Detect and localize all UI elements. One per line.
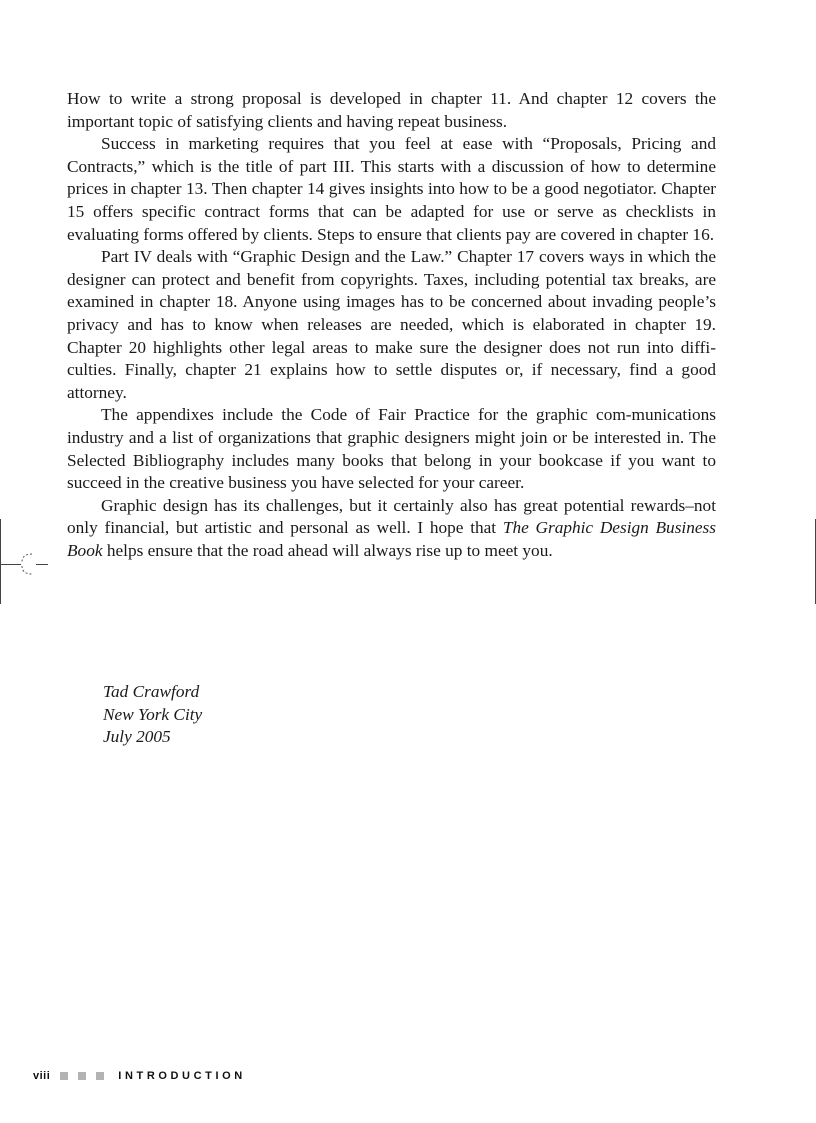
paragraph-1	[67, 88, 716, 133]
footer-square-icon	[60, 1072, 68, 1080]
paragraph-1-text: How to write a strong proposal is developed in chapter 11. And chapter 12 covers the important topic of satisfying clients and having repeat business.	[67, 89, 716, 131]
registration-mark-left	[14, 548, 38, 580]
page-number: viii	[33, 1070, 51, 1082]
signature-date: July 2005	[103, 727, 171, 747]
paragraph-5-text-end: helps ensure that the road ahead will always rise up to meet you.	[102, 540, 553, 560]
paragraph-4	[67, 404, 716, 494]
page-footer	[33, 1068, 246, 1084]
footer-square-icon	[96, 1072, 104, 1080]
author-city: New York City	[103, 704, 203, 724]
paragraph-3-text: Part IV deals with “Graphic Design and the Law.” Chapter 17 covers ways in which the designer can protect and benefit from copyrights. Taxes, including potential tax breaks, are examined in chapter 18. Anyone using images has to be concerned about invading people’s privacy and has to know when releases are needed, which is elaborated in chapter 19. Chapter 20 highlights other legal areas to make sure the designer does not run into diffi-culties. Finally, chapter 21 explains how to settle disputes or, if necessary, find a good attorney.	[67, 247, 716, 402]
paragraph-2-text: Success in marketing requires that you feel at ease with “Proposals, Pricing and Contracts,” which is the title of part III. This starts with a discussion of how to determine prices in chapter 13. Then chapter 14 gives insights into how to be a good negotiator. Chapter 15 offers specific contract forms that can be adapted for use or serve as checklists in evaluating forms offered by clients. Steps to ensure that clients pay are covered in chapter 16.	[67, 134, 716, 244]
book-title: The Graphic Design Business Book	[67, 518, 716, 560]
paragraph-5-text: Graphic design has its challenges, but it certainly also has great potential rewards–not only financial, but artistic and personal as well. I hope that	[67, 495, 716, 538]
footer-square-icon	[78, 1072, 86, 1080]
section-title: INTRODUCTION	[118, 1070, 246, 1082]
crop-mark-left-vertical	[0, 519, 1, 604]
body-text	[67, 88, 716, 562]
signature-block	[103, 681, 202, 749]
author-name: Tad Crawford	[103, 682, 200, 701]
paragraph-4-text: The appendixes include the Code of Fair Practice for the graphic com-munications industry and a list of organizations that graphic designers might join or be interested in. The Selected Bibliography includes many books that belong in your bookcase if you want to succeed in the creative business you have selected for your career.	[67, 405, 716, 493]
paragraph-5	[67, 495, 716, 563]
paragraph-3	[67, 246, 716, 404]
paragraph-2	[67, 133, 716, 246]
